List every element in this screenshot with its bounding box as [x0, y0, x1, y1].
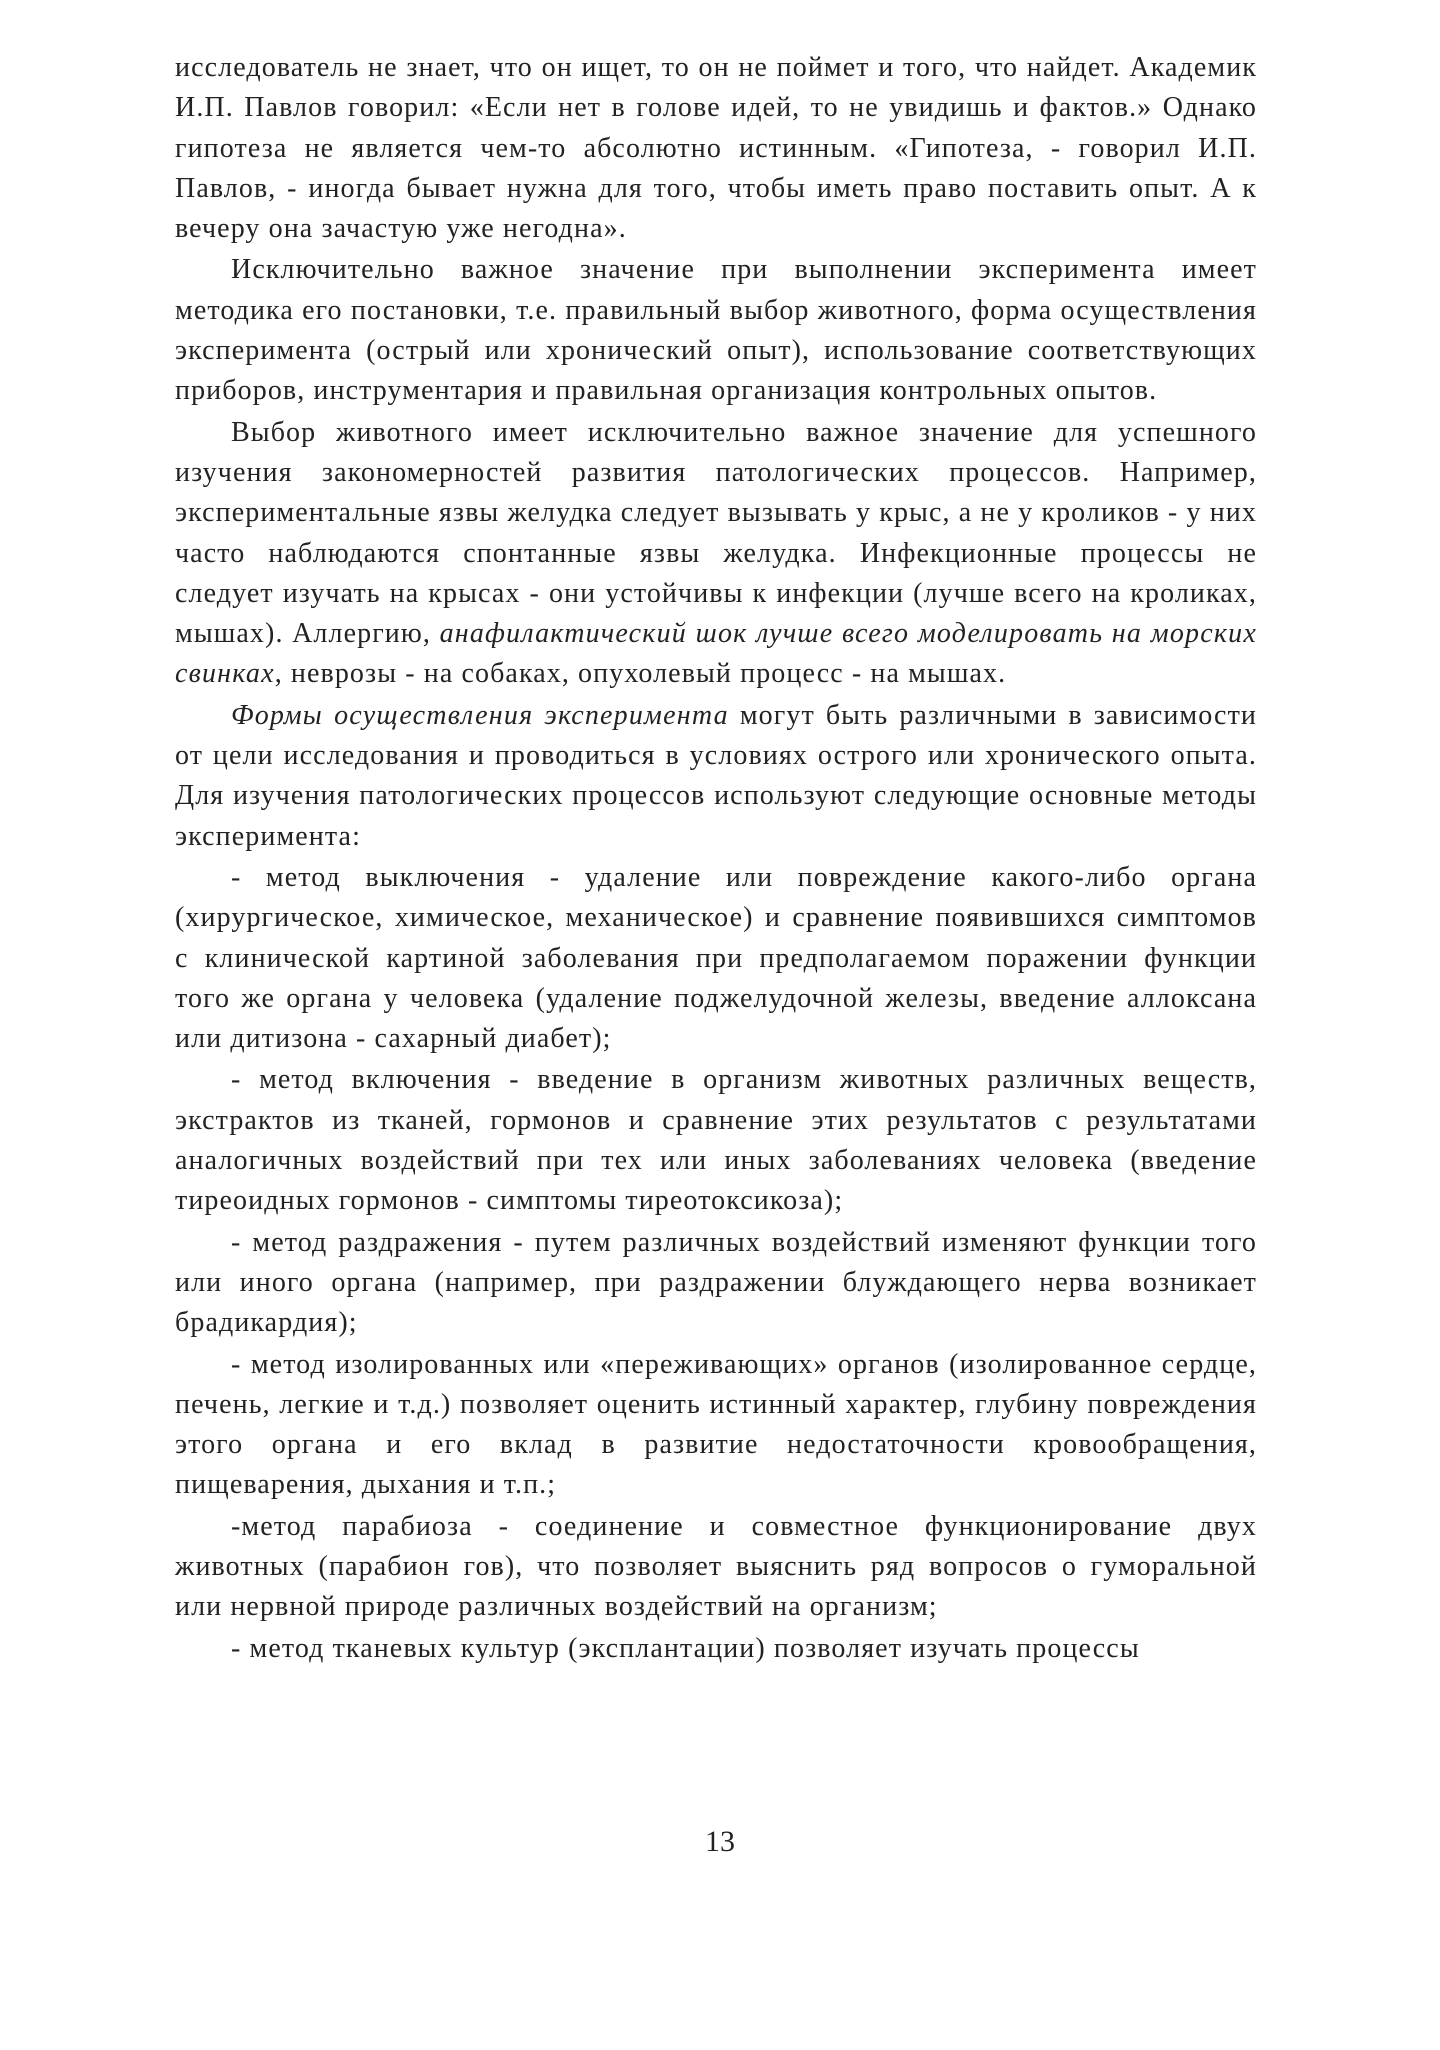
list-item-exclusion-method: - метод выключения - удаление или повреждение какого-либо органа (хирургическое, химическое, механическое) и сравнение появившихся симптомов с клинической картиной заболевания при предполагаемом поражении функции того же органа у человека (удаление поджелудочной железы, введение аллоксана или дитизона - сахарный диабет); [175, 861, 1257, 1055]
list-item-parabiosis-method: -метод парабиоза - соединение и совместное функционирование двух животных (парабион гов), что позволяет выяснить ряд вопросов о гуморальной или нервной природе различных воздействий на организм; [175, 1510, 1257, 1623]
list-item-irritation-method: - метод раздражения - путем различных воздействий изменяют функции того или иного органа (например, при раздражении блуждающего нерва возникает брадикардия); [175, 1226, 1257, 1339]
anaphylaxis-italic-phrase: анафилактический шок лучше всего моделировать на морских свинках [175, 618, 1257, 690]
experiment-forms-text: могут быть различными в зависимости от цели исследования и проводиться в условиях острого или хронического опыта. Для изучения патологических процессов используют следующие основные методы эксперимента: [175, 699, 1257, 852]
list-item-inclusion-method: - метод включения - введение в организм животных различных веществ, экстрактов из тканей, гормонов и сравнение этих результатов с результатами аналогичных воздействий при тех или иных заболеваниях человека (введение тиреоидных гормонов - симптомы тиреотоксикоза); [175, 1064, 1257, 1217]
experiment-forms-italic-phrase: Формы осуществления эксперимента [231, 699, 729, 731]
paragraph-experiment-forms [175, 696, 1257, 857]
page-number: 13 [705, 1825, 735, 1858]
list-item-tissue-culture-method: - метод тканевых культур (эксплантации) позволяет изучать процессы [231, 1632, 1140, 1664]
document-page [175, 48, 1257, 1669]
list-item-isolated-organs-method: - метод изолированных или «переживающих» органов (изолированное сердце, печень, легкие и т.д.) позволяет оценить истинный характер, глубину повреждения этого органа и его вклад в развитие недостаточности кровообращения, пищеварения, дыхания и т.п.; [175, 1348, 1257, 1501]
animal-choice-text-end: , неврозы - на собаках, опухолевый процесс - на мышах. [274, 658, 1007, 690]
animal-choice-text-start: Выбор животного имеет исключительно важное значение для успешного изучения закономерностей развития патологических процессов. Например, экспериментальные язвы желудка следует вызывать у крыс, а не у кроликов - у них часто наблюдаются спонтанные язвы желудка. Инфекционные процессы не следует изучать на крысах - они устойчивы к инфекции (лучше всего на кроликах, мышах). Аллергию, [175, 416, 1257, 650]
paragraph-hypothesis-quote: исследователь не знает, что он ищет, то он не поймет и того, что найдет. Академик И.П. Павлов говорил: «Если нет в голове идей, то не увидишь и фактов.» Однако гипотеза не является чем-то абсолютно истинным. «Гипотеза, - говорил И.П. Павлов, - иногда бывает нужна для того, чтобы иметь право поставить опыт. А к вечеру она зачастую уже негодна». [175, 52, 1257, 245]
paragraph-animal-choice [175, 413, 1257, 695]
paragraph-methodology: Исключительно важное значение при выполнении эксперимента имеет методика его постановки, т.е. правильный выбор животного, форма осуществления эксперимента (острый или хронический опыт), использование соответствующих приборов, инструментария и правильная организация контрольных опытов. [175, 254, 1257, 407]
